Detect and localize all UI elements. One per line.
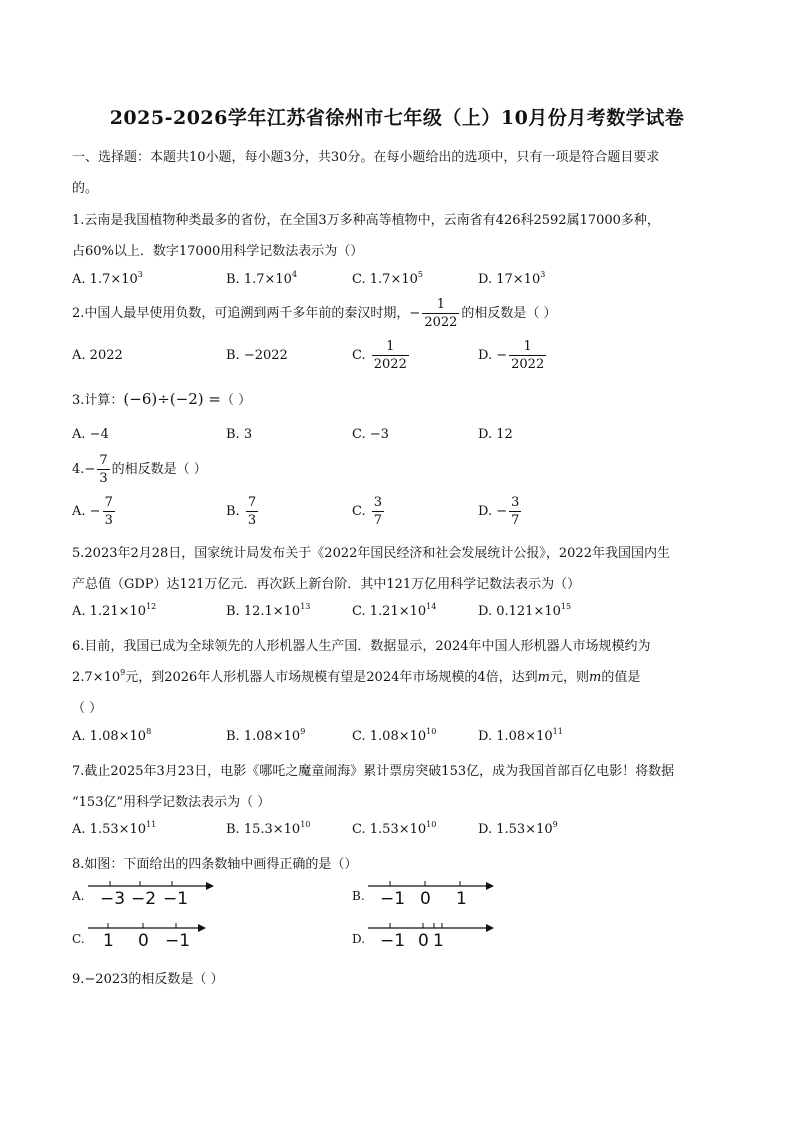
q8a-tick-label: −1 xyxy=(163,889,189,909)
q8-option-a-label[interactable]: A. xyxy=(72,889,85,903)
q5-option-a[interactable]: A. $1.21\times 10^{12}$ xyxy=(72,602,157,619)
q8a-tick-label: −3 xyxy=(100,889,126,909)
arrow-right-icon xyxy=(198,924,206,932)
q3-option-a[interactable]: A. −4 xyxy=(72,427,109,442)
question-3-text: 3.计算：(−6)÷(−2) =（ ） xyxy=(72,390,252,408)
q6-option-d[interactable]: D. $1.08\times 10^{11}$ xyxy=(478,727,563,744)
q1-option-c[interactable]: C. $1.7\times 10^5$ xyxy=(352,270,423,287)
q7-option-c[interactable]: C. $1.53\times 10^{10}$ xyxy=(352,820,437,837)
question-8-text: 8.如图：下面给出的四条数轴中画得正确的是（） xyxy=(72,857,358,872)
question-1-text: 1.云南是我国植物种类最多的省份，在全国3万多种高等植物中，云南省有426科2592属17000多种， xyxy=(72,213,660,228)
q2-fraction: $\frac{1}{2022}$ xyxy=(424,297,458,330)
q8b-tick-label: 0 xyxy=(420,889,431,909)
q6-option-a[interactable]: A. $1.08\times 10^8$ xyxy=(72,727,152,744)
q3-option-b[interactable]: B. 3 xyxy=(226,427,253,442)
q8-option-d-label[interactable]: D. xyxy=(352,932,366,946)
q5-option-b[interactable]: B. $12.1\times 10^{13}$ xyxy=(226,602,311,619)
q8d-tick-label: −1 xyxy=(380,931,406,951)
question-7-text-cont: “153亿”用科学记数法表示为（ ） xyxy=(72,795,271,810)
q2-option-b[interactable]: B. −2022 xyxy=(226,348,288,363)
q4-option-a[interactable]: A. − $\frac{7}{3}$ xyxy=(72,495,113,528)
exam-title: 2025-2026学年江苏省徐州市七年级（上）10月份月考数学试卷 xyxy=(109,107,685,129)
question-6-text-cont: $2.7\times 10^9$元，到2026年人形机器人市场规模有望是2024年市场规模的4倍，达到m元，则m的值是 xyxy=(72,668,641,685)
q8a-tick-label: −2 xyxy=(131,889,157,909)
section-1-instructions-cont: 的。 xyxy=(72,181,99,196)
q2-option-a[interactable]: A. 2022 xyxy=(72,348,123,363)
q3-option-c[interactable]: C. −3 xyxy=(352,427,389,442)
q7-option-a[interactable]: A. $1.53\times 10^{11}$ xyxy=(72,820,157,837)
q4-option-c[interactable]: C. $\frac{3}{7}$ xyxy=(352,495,383,528)
question-6-blank: （ ） xyxy=(72,701,103,716)
question-5-text-cont: 产总值（GDP）达121万亿元．再次跃上新台阶．其中121万亿用科学记数法表示为（） xyxy=(72,577,581,592)
q6-option-b[interactable]: B. $1.08\times 10^9$ xyxy=(226,727,306,744)
q8-option-b-label[interactable]: B. xyxy=(352,889,365,903)
q5-option-c[interactable]: C. $1.21\times 10^{14}$ xyxy=(352,602,437,619)
arrow-right-icon xyxy=(486,882,494,890)
q1-option-b[interactable]: B. $1.7\times 10^4$ xyxy=(226,270,298,287)
arrow-right-icon xyxy=(206,882,214,890)
q8c-tick-label: 1 xyxy=(103,931,114,951)
q2-option-c[interactable]: C. $\frac{1}{2022}$ xyxy=(352,339,407,372)
question-6-text: 6.目前，我国已成为全球领先的人形机器人生产国．数据显示，2024年中国人形机器人市场规模约为 xyxy=(72,639,651,654)
question-1-text-cont: 占60%以上．数字17000用科学记数法表示为（） xyxy=(72,244,364,259)
q8b-tick-label: −1 xyxy=(380,889,406,909)
q1-option-d[interactable]: D. $17\times 10^3$ xyxy=(478,270,546,287)
q8d-tick-label: 0 xyxy=(418,931,429,951)
q8c-tick-label: −1 xyxy=(165,931,191,951)
q4-option-d[interactable]: D. − $\frac{3}{7}$ xyxy=(478,495,520,528)
q8b-tick-label: 1 xyxy=(456,889,467,909)
q6-option-c[interactable]: C. $1.08\times 10^{10}$ xyxy=(352,727,437,744)
q1-option-a[interactable]: A. $1.7\times 10^3$ xyxy=(72,270,143,287)
q7-option-b[interactable]: B. $15.3\times 10^{10}$ xyxy=(226,820,311,837)
question-2-text: 2.中国人最早使用负数，可追溯到两千多年前的秦汉时期，− $\frac{1}{2022}$ 的相反数是（ ） xyxy=(72,297,557,330)
q7-option-d[interactable]: D. $1.53\times 10^9$ xyxy=(478,820,558,837)
question-5-text: 5.2023年2月28日，国家统计局发布关于《2022年国民经济和社会发展统计公报》，2022年我国国内生 xyxy=(72,546,670,561)
q2-option-d[interactable]: D. − $\frac{1}{2022}$ xyxy=(478,339,545,372)
arrow-right-icon xyxy=(486,924,494,932)
q3-option-d[interactable]: D. 12 xyxy=(478,427,513,442)
question-7-text: 7.截止2025年3月23日，电影《哪吒之魔童闹海》累计票房突破153亿，成为我国首部百亿电影！将数据 xyxy=(72,764,675,779)
q4-option-b[interactable]: B. $\frac{7}{3}$ xyxy=(226,495,257,528)
q8c-tick-label: 0 xyxy=(138,931,149,951)
question-4-text: 4.− $\frac{7}{3}$ 的相反数是（ ） xyxy=(72,453,207,486)
section-1-instructions: 一、选择题：本题共10小题，每小题3分，共30分。在每小题给出的选项中，只有一项是符合题目要求 xyxy=(72,150,660,165)
q5-option-d[interactable]: D. $0.121\times 10^{15}$ xyxy=(478,602,572,619)
q8d-tick-label: 1 xyxy=(433,931,444,951)
q8-option-c-label[interactable]: C. xyxy=(72,932,85,946)
question-9-text: 9.−2023的相反数是（ ） xyxy=(72,972,224,987)
